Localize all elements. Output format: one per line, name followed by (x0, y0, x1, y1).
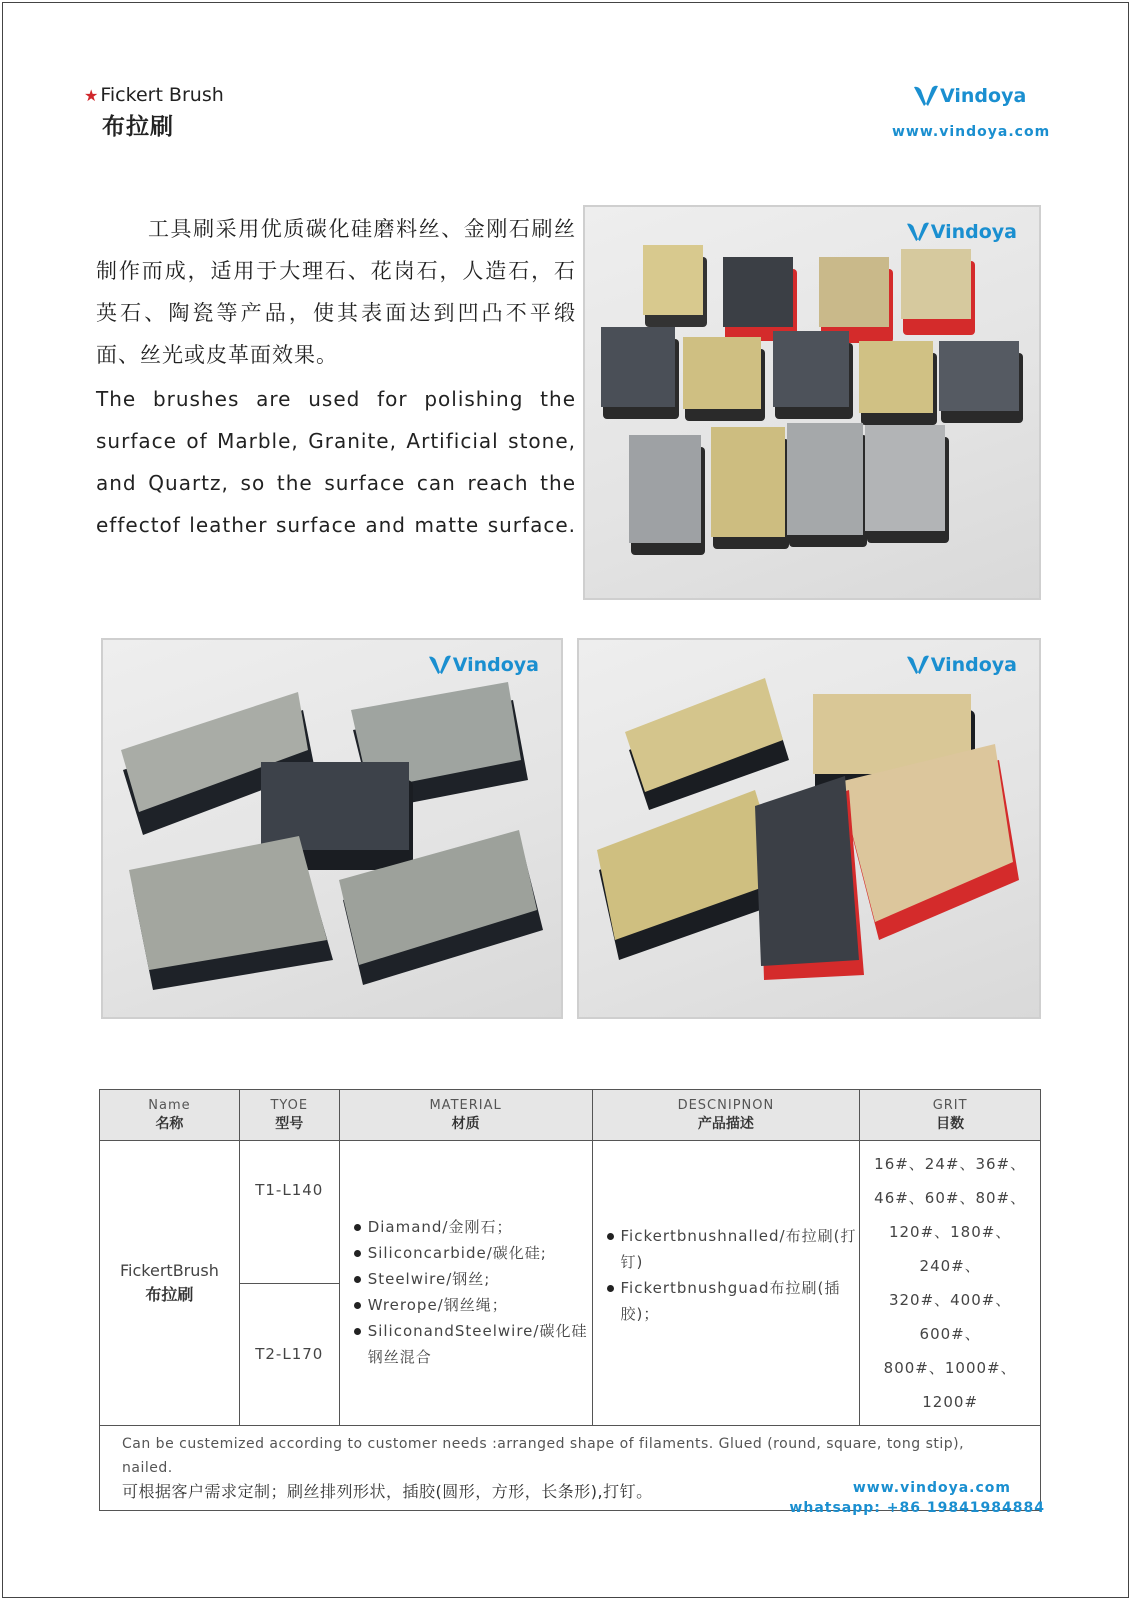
header-grit (860, 1090, 1041, 1141)
spec-table (99, 1089, 1041, 1511)
header-type (239, 1090, 339, 1141)
product-photo-1 (583, 205, 1041, 600)
header-material-en: MATERIAL (429, 1098, 502, 1113)
header-grit-en: GRIT (932, 1098, 968, 1113)
grit-line: 120#、180#、240#、 (888, 1223, 1012, 1275)
brushes-arrangement-3-image (579, 640, 1041, 1019)
footer-whatsapp[interactable]: whatsapp: +86 19841984884 (789, 1500, 1045, 1516)
watermark-text: Vindoya (930, 221, 1017, 243)
title-en-row (84, 84, 224, 106)
header-name (100, 1090, 240, 1141)
type-cell-2: T2-L170 (239, 1283, 339, 1426)
product-name-cell (100, 1141, 240, 1426)
list-item: Fickertbnushnalled/布拉刷(打钉) (605, 1223, 860, 1275)
vindoya-logo-icon (427, 654, 453, 676)
brand-logo (912, 84, 1026, 108)
header-name-en: Name (148, 1098, 191, 1113)
list-item: Steelwire/钢丝; (352, 1266, 592, 1292)
material-cell (339, 1141, 592, 1426)
header-url[interactable]: www.vindoya.com (892, 124, 1051, 140)
product-name-en: FickertBrush (120, 1261, 219, 1280)
header-name-cn: 名称 (155, 1116, 184, 1132)
header-type-cn: 型号 (275, 1116, 304, 1132)
note-en: Can be custemized according to customer needs :arranged shape of filaments. Glued (round, square, tong stip), nailed. (122, 1436, 965, 1476)
product-name-cn: 布拉刷 (145, 1285, 194, 1304)
title-cn: 布拉刷 (102, 114, 174, 140)
watermark-text: Vindoya (930, 654, 1017, 676)
header-material (339, 1090, 592, 1141)
list-item: Wrerope/钢丝绳； (352, 1292, 592, 1318)
grit-line: 1200# (922, 1393, 979, 1411)
header-desc-cn: 产品描述 (697, 1116, 754, 1132)
brushes-arrangement-2-image (103, 640, 563, 1019)
list-item: Siliconcarbide/碳化硅; (352, 1240, 592, 1266)
type-cell-1: T1-L140 (239, 1141, 339, 1284)
description-cell (592, 1141, 860, 1426)
header-desc-en: DESCNIPNON (677, 1098, 775, 1113)
description (96, 208, 576, 546)
photo-2-watermark (427, 654, 539, 676)
list-item: Diamand/金刚石； (352, 1214, 592, 1240)
list-item: SiliconandSteelwire/碳化硅钢丝混合 (352, 1318, 592, 1370)
description-cn: 工具刷采用优质碳化硅磨料丝、金刚石刷丝制作而成，适用于大理石、花岗石，人造石，石英石、陶瓷等产品，使其表面达到凹凸不平缎面、丝光或皮革面效果。 (96, 217, 576, 367)
table-row (100, 1141, 1041, 1284)
header-grit-cn: 目数 (936, 1116, 965, 1132)
header-type-en: TYOE (270, 1098, 309, 1113)
list-item: Fickertbnushguad布拉刷(插胶)； (605, 1275, 860, 1327)
footer-url[interactable]: www.vindoya.com (852, 1480, 1011, 1496)
material-list (340, 1214, 592, 1370)
vindoya-logo-icon (905, 654, 931, 676)
header-description (592, 1090, 860, 1141)
description-list (593, 1223, 860, 1327)
footer-contact (789, 1478, 1045, 1518)
grit-line: 320#、400#、600#、 (888, 1291, 1012, 1343)
logo-text: Vindoya (940, 85, 1027, 107)
photo-1-watermark (905, 221, 1017, 243)
note-cn: 可根据客户需求定制；刷丝排列形状，插胶(圆形，方形，长条形),打钉。 (122, 1482, 653, 1501)
product-photo-2 (101, 638, 563, 1019)
grit-line: 46#、60#、80#、 (874, 1189, 1027, 1207)
title-en: Fickert Brush (100, 84, 224, 106)
brushes-arrangement-1-image (585, 207, 1041, 600)
header-material-cn: 材质 (451, 1116, 480, 1132)
description-en: The brushes are used for polishing the surface of Marble, Granite, Artificial stone, and Quartz, so the surface can reach the effectof leather surface and matte surface. (96, 387, 576, 537)
grit-line: 16#、24#、36#、 (874, 1155, 1027, 1173)
grit-cell (860, 1141, 1041, 1426)
grit-line: 800#、1000#、 (883, 1359, 1017, 1377)
watermark-text: Vindoya (452, 654, 539, 676)
star-icon: ★ (84, 85, 99, 105)
product-photo-3 (577, 638, 1041, 1019)
title-block (84, 84, 224, 141)
vindoya-logo-icon (912, 84, 940, 108)
vindoya-logo-icon (905, 221, 931, 243)
table-header-row (100, 1090, 1041, 1141)
photo-3-watermark (905, 654, 1017, 676)
